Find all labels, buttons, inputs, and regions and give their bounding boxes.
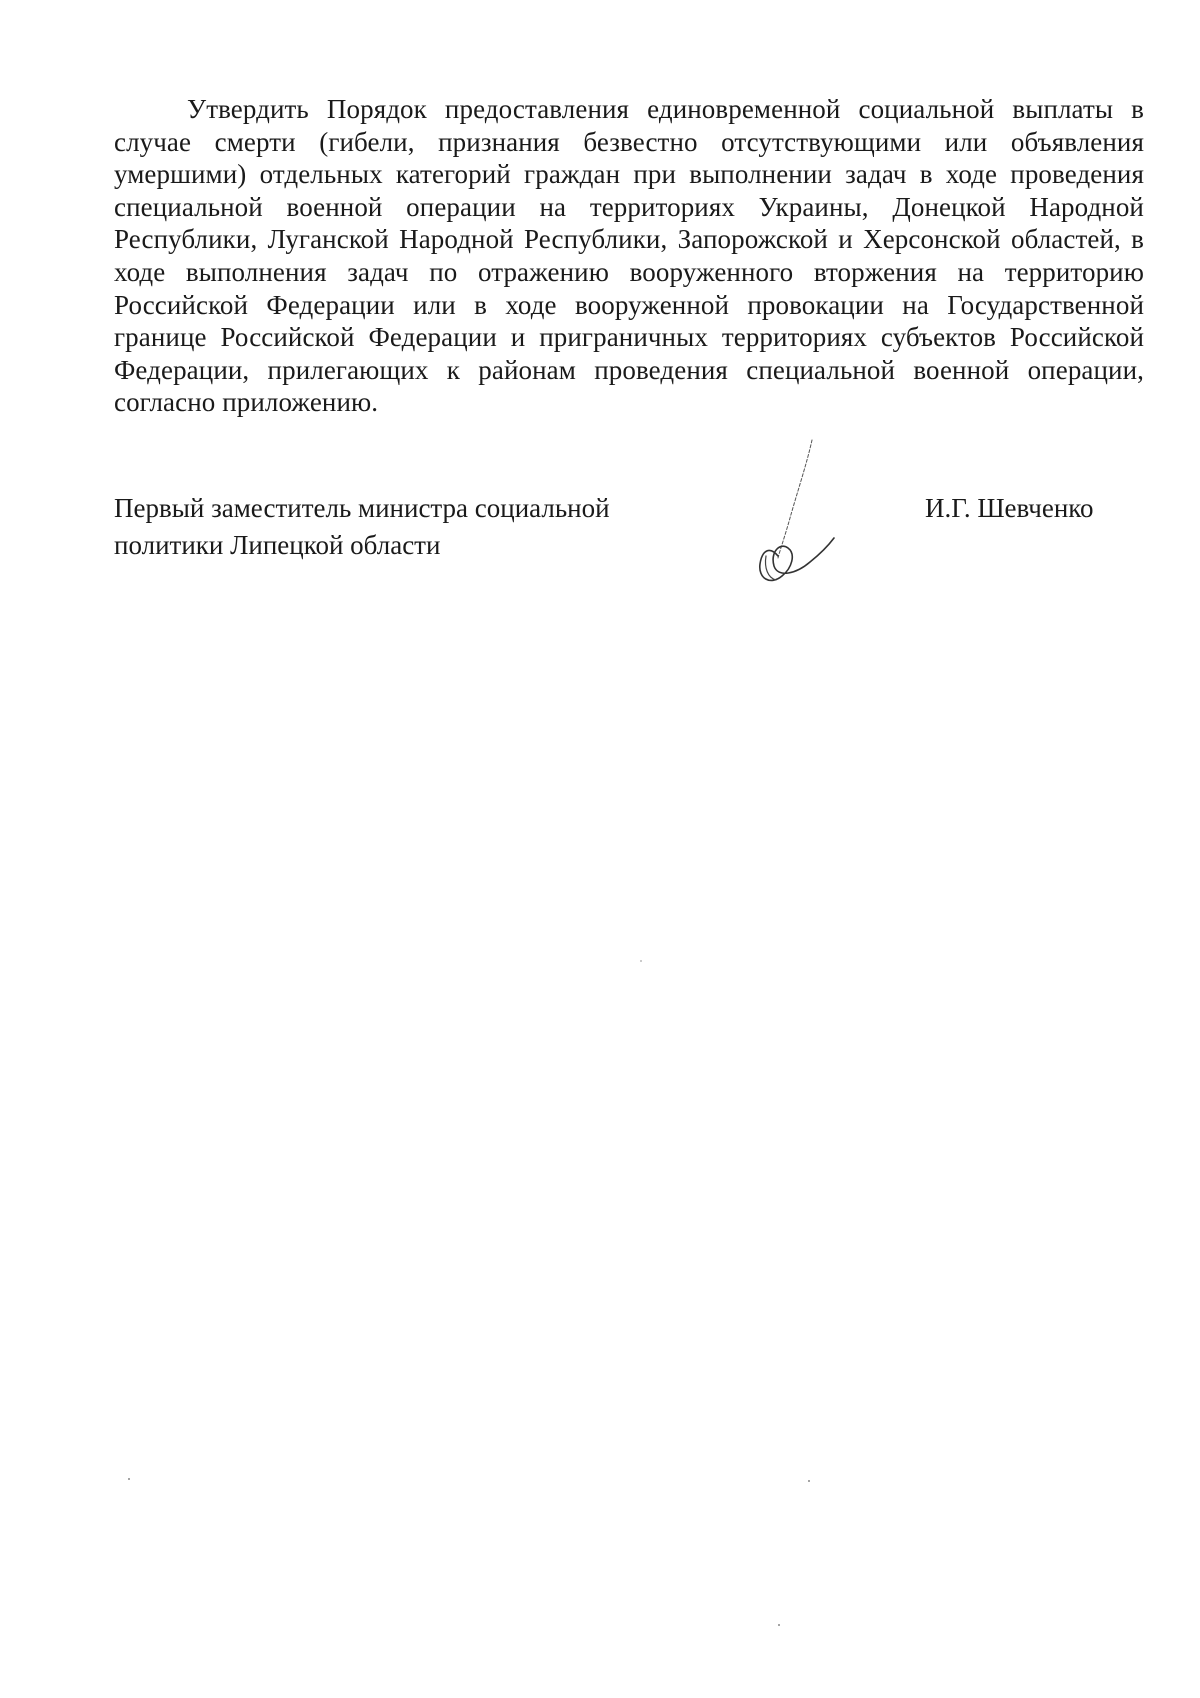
signatory-position-line-2: политики Липецкой области — [114, 530, 441, 560]
scan-speck — [778, 1624, 780, 1626]
scan-speck — [808, 1480, 810, 1482]
handwritten-signature — [752, 438, 842, 588]
signatory-position — [114, 490, 674, 564]
scan-speck — [640, 960, 642, 962]
signer-name: И.Г. Шевченко — [925, 493, 1094, 523]
scan-speck — [128, 1478, 130, 1480]
signatory-position-line-1: Первый заместитель министра социальной — [114, 493, 610, 523]
order-paragraph: Утвердить Порядок предоставления единовременной социальной выплаты в случае смерти (гибели, признания безвестно отсутствующими или объявления умершими) отдельных категорий граждан при выполнении задач в ходе проведения специальной военной операции на территориях Украины, Донецкой Народной Республики, Луганской Народной Республики, Запорожской и Херсонской областей, в ходе выполнения задач по отражению вооруженного вторжения на территорию Российской Федерации или в ходе вооруженной провокации на Государственной границе Российской Федерации и приграничных территориях субъектов Российской Федерации, прилегающих к районам проведения специальной военной операции, согласно приложению. — [114, 94, 1144, 418]
